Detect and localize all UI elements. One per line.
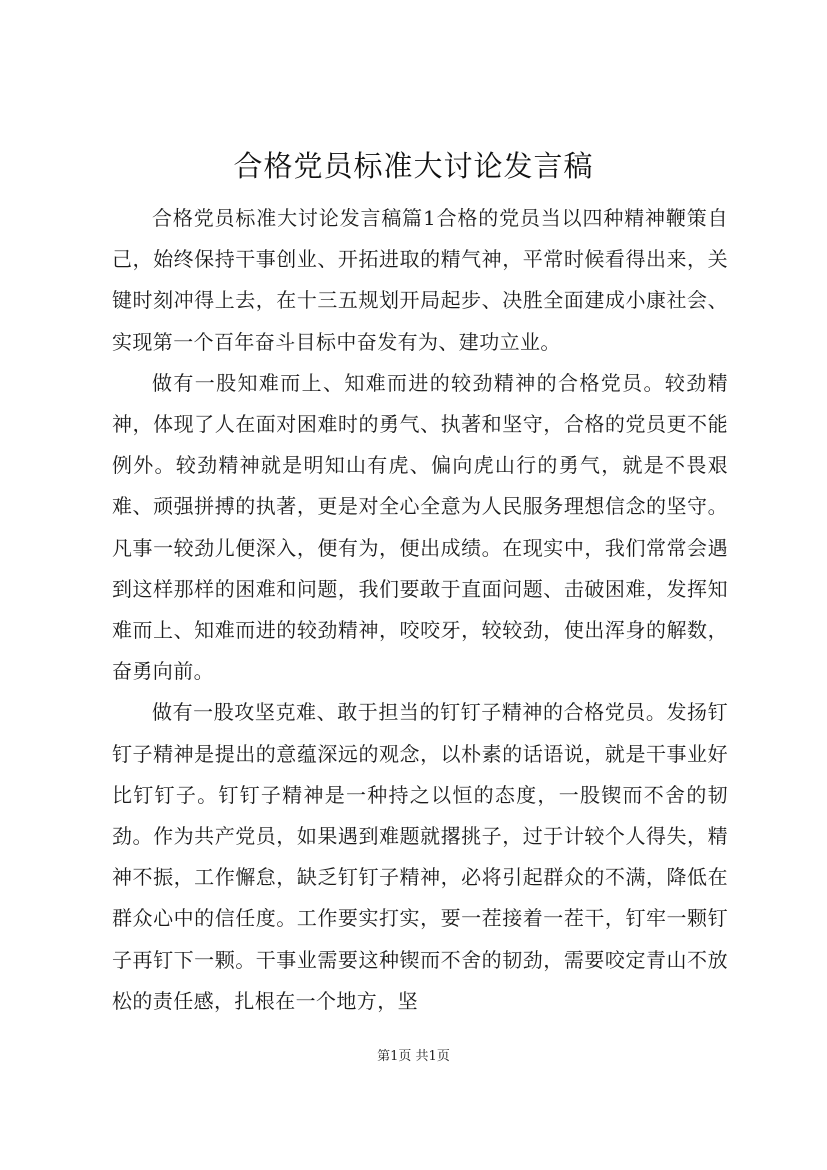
paragraph: 做有一股知难而上、知难而进的较劲精神的合格党员。较劲精神，体现了人在面对困难时的勇气、执著和坚守，合格的党员更不能例外。较劲精神就是明知山有虎、偏向虎山行的勇气，就是不畏艰难、顽强拼搏的执著，更是对全心全意为人民服务理想信念的坚守。凡事一较劲儿便深入，便有为，便出成绩。在现实中，我们常常会遇到这样那样的困难和问题，我们要敢于直面问题、击破困难，发挥知难而上、知难而进的较劲精神，咬咬牙，较较劲，使出浑身的解数，奋勇向前。 bbox=[112, 370, 728, 684]
paragraph: 合格党员标准大讨论发言稿篇1合格的党员当以四种精神鞭策自己，始终保持干事创业、开拓进取的精气神，平常时候看得出来，关键时刻冲得上去，在十三五规划开局起步、决胜全面建成小康社会、实现第一个百年奋斗目标中奋发有为、建功立业。 bbox=[112, 206, 728, 354]
document-title: 合格党员标准大讨论发言稿 bbox=[233, 149, 594, 183]
page-number-footer: 第1页 共1页 bbox=[377, 1049, 450, 1064]
document-body bbox=[112, 198, 728, 1022]
paragraph: 做有一股攻坚克难、敢于担当的钉钉子精神的合格党员。发扬钉钉子精神是提出的意蕴深远的观念，以朴素的话语说，就是干事业好比钉钉子。钉钉子精神是一种持之以恒的态度，一股锲而不舍的韧劲。作为共产党员，如果遇到难题就撂挑子，过于计较个人得失，精神不振，工作懈怠，缺乏钉钉子精神，必将引起群众的不满，降低在群众心中的信任度。工作要实打实，要一茬接着一茬干，钉牢一颗钉子再钉下一颗。干事业需要这种锲而不舍的韧劲，需要咬定青山不放松的责任感，扎根在一个地方，坚 bbox=[112, 700, 728, 1013]
